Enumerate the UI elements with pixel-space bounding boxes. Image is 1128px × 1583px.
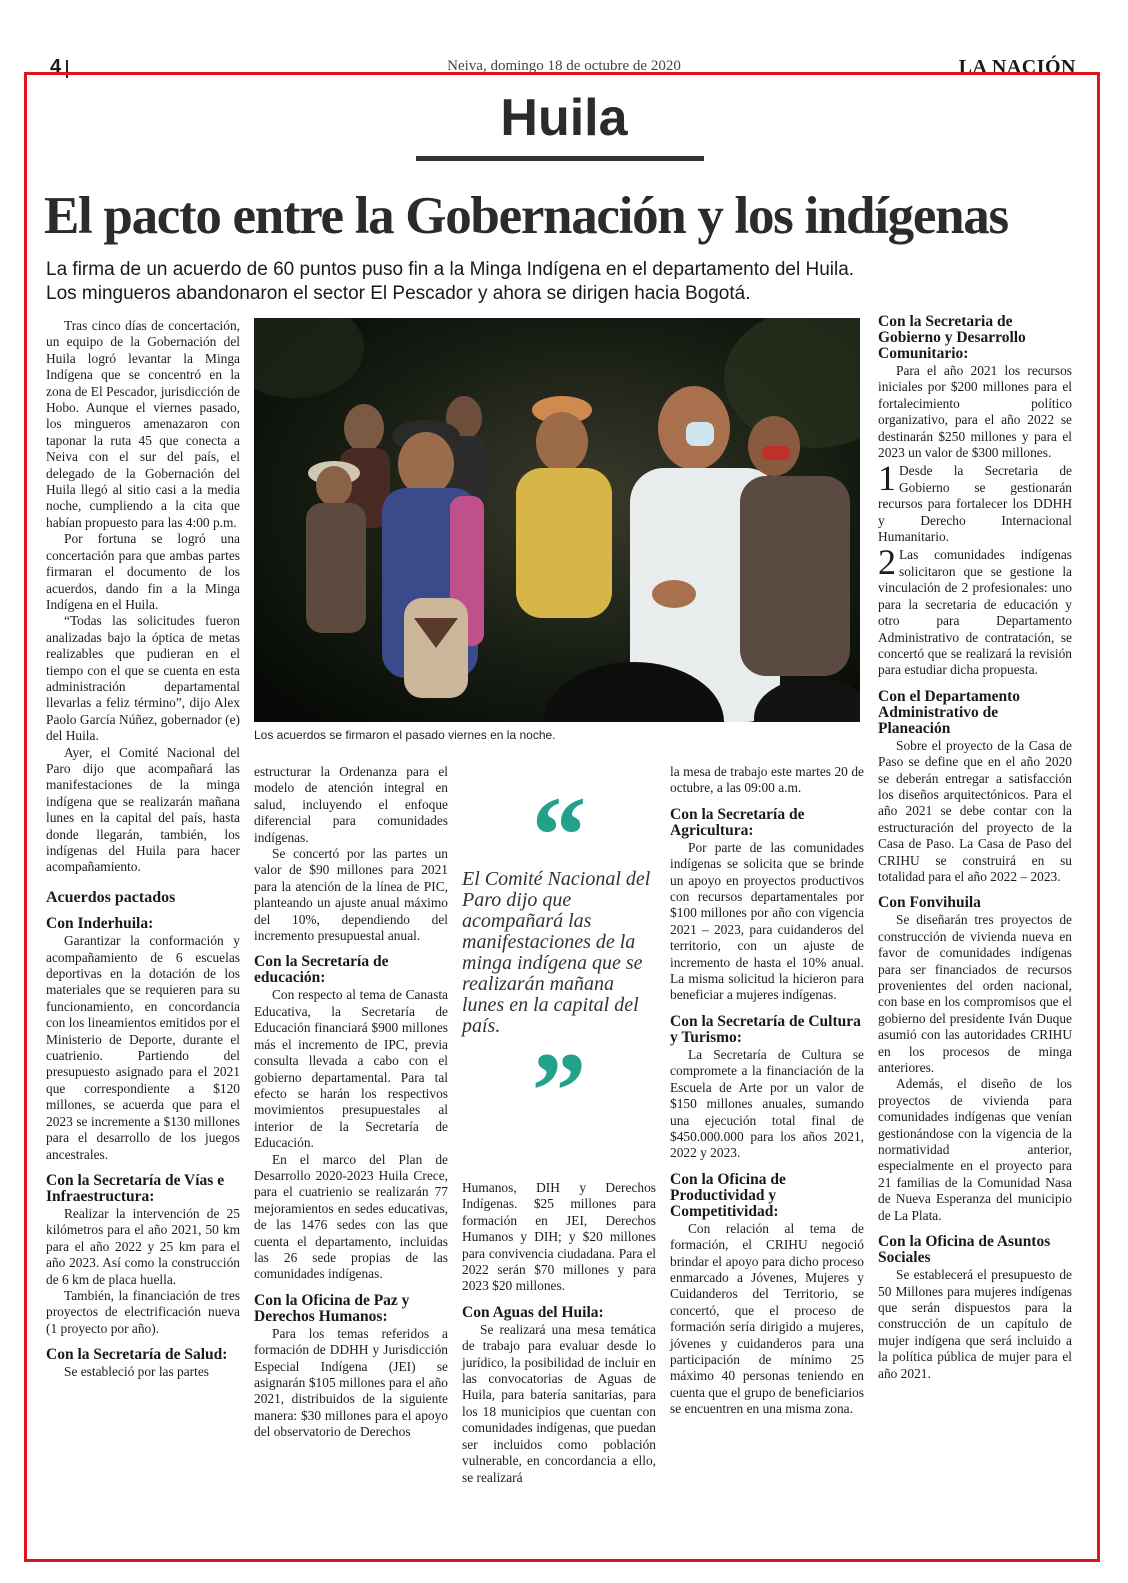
numbered-item [878,458,1072,545]
pull-quote [462,774,656,1152]
paragraph: Para el año 2021 los recursos iniciales por $200 millones para el fortalecimiento político organizativo, para el año 2022 se destinarán $250 millones y para el 2023 un valor de $300 millones. [878,363,1072,461]
subheading: Con la Oficina de Asuntos Sociales [878,1233,1051,1267]
column-4 [670,764,864,1418]
close-quote-mark: ” [531,1030,587,1152]
headline: El pacto entre la Gobernación y los indígenas [44,187,1008,245]
item-number: 1 [878,458,896,499]
subheading: Con la Secretaría de Cultura y Turismo: [670,1012,861,1046]
paragraph: Tras cinco días de concertación, un equipo de la Gobernación del Huila logró levantar la Minga Indígena que se concentró en la zona de El Pescador, jurisdicción de Hobo. Aunque el viernes pasado, los mingueros amenazaron con taponar la ruta 45 que conecta a Neiva con el sur del país, el delegado de la Gobernación del Huila llegó al sitio casi a la media noche, cumpliendo a la cita que habían propuesto para las 4:00 p.m. [46,318,240,530]
subheading: Con la Secretaría de Vías e Infraestructura: [46,1171,225,1205]
paragraph: Además, el diseño de los proyectos de vivienda para comunidades indígenas que venían gestionándose con la vigencia de la normatividad anterior, especialmente en el proyecto para 21 familias de la Comunidad Nasa de Nueva Esperanza del municipio de La Plata. [878,1076,1072,1223]
paragraph: Por parte de las comunidades indígenas se solicita que se brinde un apoyo en proyectos productivos con recursos departamentales por $100 millones por año con vigencia 2021 – 2023, para cuidanderos del territorio, con un ajuste de incremento de hasta el 10% anual. La misma solicitud la hicieron para beneficiar a mujeres indígenas. [670,839,864,1003]
numbered-item [878,542,1072,678]
masthead-logo: LA NACIÓN [958,56,1076,78]
photo-caption: Los acuerdos se firmaron el pasado viernes en la noche. [254,728,556,742]
subheading: Con Fonvihuila [878,894,981,912]
subheading: Con la Secretaría de educación: [254,953,389,987]
paragraph: También, la financiación de tres proyectos de electrificación nueva (1 proyecto por año). [46,1287,240,1336]
open-quote-mark: “ [531,774,587,896]
section-underline [416,156,704,161]
column-3 [462,1180,656,1486]
subheading: Con el Departamento Administrativo de Planeación [878,687,1021,737]
paragraph: En el marco del Plan de Desarrollo 2020-2023 Huila Crece, para el cuatrienio se realizarán 77 mejoramientos en sedes educativas, de las 1476 sedes con las que cuenta el departamento, incluidas las 26 sede propias de las comunidades indígenas. [254,1151,448,1282]
paragraph: “Todas las solicitudes fueron analizadas bajo la óptica de metas realizables que pudieran en el tiempo con el que se cuenta en esta administración departamental llevarlas a feliz término”, dijo Alex Paolo García Núñez, gobernador (e) del Huila. [46,613,240,744]
item-text: Desde la Secretaria de Gobierno se gestionarán recursos para fortalecer los DDHH y Derecho Internacional Humanitario. [878,463,1072,545]
paragraph: Se realizará una mesa temática de trabajo para evaluar desde lo jurídico, la posibilidad de incluir en las convocatorias de Aguas de Huila, para batería sanitarias, para los 18 municipios que cuentan con comunidades indígenas, que puedan ser incluidos como población vulnerable, en concordancia a ello, se realizará [462,1321,656,1485]
paragraph: Se estableció por las partes [64,1364,210,1380]
paragraph: Por fortuna se logró una concertación para que ambas partes firmaran el documento de los acuerdos, dando fin a la Minga Indígena en el Huila. [46,531,240,612]
deck [46,258,1046,306]
subsection-heading: Acuerdos pactados [46,888,176,906]
paragraph: Garantizar la conformación y acompañamiento de 6 escuelas deportivas en la dotación de los materiales que se requieren para su funcionamiento, en concordancia con los lineamientos emitidos por el Ministerio de Deporte, durante el cuatrienio. Partiendo del presupuesto asignado para el 2021 que correspondiente a $120 millones, se acuerda que para el 2023 se incremente a $130 millones para el desarrollo de los juegos ancestrales. [46,933,240,1162]
paragraph: Ayer, el Comité Nacional del Paro dijo que acompañará las manifestaciones de la minga indígena que se realizarán mañana lunes en la capital del país, hasta donde llegarán, también, los indígenas del Huila para hacer acompañamiento. [46,744,240,875]
deck-line: Los mingueros abandonaron el sector El Pescador y ahora se dirigen hacia Bogotá. [46,283,751,304]
column-2 [254,764,448,1441]
pull-quote-text: El Comité Nacional del Paro dijo que acompañará las manifestaciones de la minga indígena que se realizarán mañana lunes en la capital del país. [462,868,651,1037]
paragraph: Con relación al tema de formación, el CRIHU negoció brindar el apoyo para dicho proceso enmarcado a Jóvenes, Mujeres y Cuidanderos del Territorio, se concertó, que el proceso de formación sería dirigido a mujeres, jóvenes y cuidanderos para una participación de mínimo 25 máximo 40 personas teniendo en cuenta que el grupo de beneficiarios se encuentren en una misma zona. [670,1220,864,1417]
item-number: 2 [878,542,896,583]
paragraph: Se concertó por las partes un valor de $90 millones para 2021 para la atención de la línea de PIC, planteando un ajuste anual máximo del 10%, dependiendo del incremento presupuestal anual. [254,846,448,944]
subheading: Con la Secretaría de Salud: [46,1346,228,1364]
paragraph: Para los temas referidos a formación de DDHH y Jurisdicción Especial Indígena (JEI) se asignarán $105 millones para el año 2021, distribuidos de la siguiente manera: $30 millones para el apoyo del observatorio de Derechos [254,1325,448,1440]
paragraph: Sobre el proyecto de la Casa de Paso se define que en el año 2020 se deberán entregar a satisfacción los diseños arquitectónicos. Para el año 2021 se debe contar con la estructuración del proyecto de la Casa de Paso. La Casa de Paso del CRIHU se construirá en su totalidad para el año 2022 – 2023. [878,737,1072,884]
photo-illustration [254,318,860,722]
subheading: Con la Secretaria de Gobierno y Desarrollo Comunitario: [878,313,1026,362]
subheading: Con la Secretaría de Agricultura: [670,805,805,839]
paragraph: estructurar la Ordenanza para el modelo de atención integral en salud, incluyendo el enfoque diferencial para comunidades indígenas. [254,764,448,845]
paragraph: Realizar la intervención de 25 kilómetros para el año 2021, 50 km para el año 2022 y 25 km para el año 2023. Así como la construcción de 6 km de placa huella. [46,1205,240,1287]
paragraph: Humanos, DIH y Derechos Indígenas. $25 millones para formación en JEI, Derechos Humanos y DIH; y $20 millones para convivencia ciudadana. Para el 2022 serán $70 millones y para 2023 $20 millones. [462,1180,656,1294]
dateline: Neiva, domingo 18 de octubre de 2020 [447,58,681,74]
deck-line: La firma de un acuerdo de 60 puntos puso fin a la Minga Indígena en el departamento del Huila. [46,259,855,280]
subheading: Con la Oficina de Productividad y Competitividad: [670,1170,786,1220]
subheading: Con Inderhuila: [46,915,154,933]
item-text: Las comunidades indígenas solicitaron que se gestione la vinculación de 2 profesionales: uno para la secretaria de educación y otro para Departamento Administrativo de contratación, se concertó que se realizará la revisión para estudiar dicha propuesta. [878,547,1072,678]
paragraph: Se establecerá el presupuesto de 50 Millones para mujeres indígenas que serán dispuestos para la construcción de un capítulo de mujer indígena que será incluido a la política pública de mujer para el año 2021. [878,1267,1072,1381]
column-1 [46,318,240,1381]
article-photo [254,318,860,722]
subheading: Con la Oficina de Paz y Derechos Humanos: [254,1291,410,1325]
subheading: Con Aguas del Huila: [462,1303,604,1321]
paragraph: La Secretaría de Cultura se compromete a la financiación de la Escuela de Arte por un valor de $150 millones anuales, sumando una ejecución total final de $450.000.000 para los años 2021, 2022 y 2023. [670,1046,864,1161]
page-number: 4 [50,56,62,78]
paragraph: Con respecto al tema de Canasta Educativa, la Secretaría de Educación financiará $900 millones más el incremento de IPC, previa consulta llevada a cabo con el gobierno departamental. Para tal efecto se harán los respectivos movimientos presupuestales al interior de la Secretaría de Educación. [254,987,448,1151]
column-5 [878,314,1072,1382]
section-title: Huila [500,89,628,147]
paragraph: Se diseñarán tres proyectos de construcción de vivienda nueva en favor de comunidades indígenas para ser financiados de recursos provenientes del orden nacional, con base en los compromisos que el gobierno del presidente Iván Duque asumió con las autoridades CRIHU en los procesos de minga anteriores. [878,912,1072,1076]
paragraph: la mesa de trabajo este martes 20 de octubre, a las 09:00 a.m. [670,764,864,796]
